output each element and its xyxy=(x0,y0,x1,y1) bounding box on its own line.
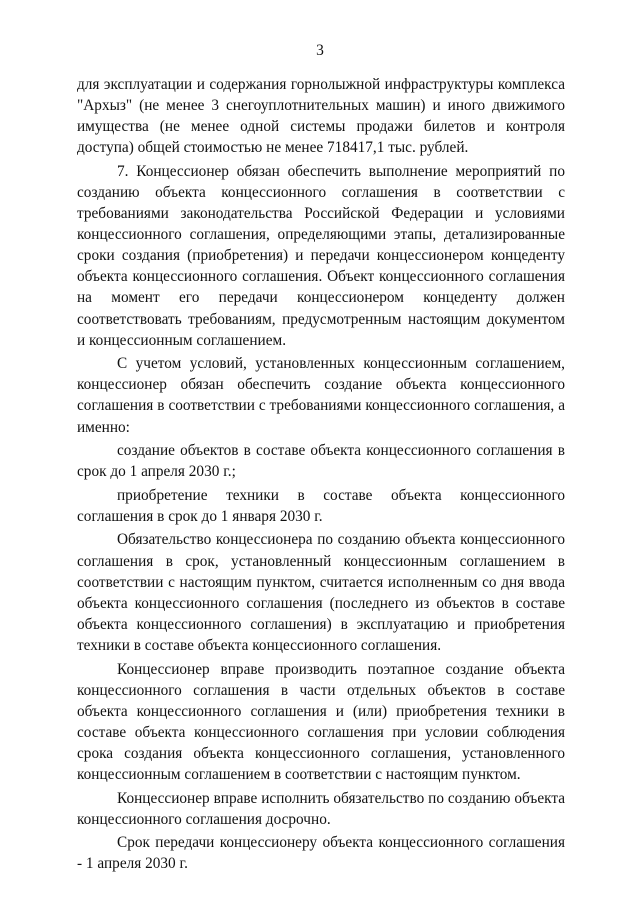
paragraph-conditions: С учетом условий, установленных концессионным соглашением, концессионер обязан обеспечить создание объекта концессионного соглашения в соответствии с требованиями концессионного соглашения, а именно: xyxy=(77,355,565,436)
document-body xyxy=(77,74,565,877)
paragraph-obligation-fulfilled: Обязательство концессионера по созданию объекта концессионного соглашения в срок, установленный концессионным соглашением в соответствии с настоящим пунктом, считается исполненным со дня ввода объекта концессионного соглашения (последнего из объектов в составе объекта концессионного соглашения) в эксплуатацию и приобретения техники в составе объекта концессионного соглашения. xyxy=(77,531,565,654)
paragraph-creation-deadline: создание объектов в составе объекта концессионного соглашения в срок до 1 апреля 2030 г.; xyxy=(77,442,565,481)
paragraph-staged-creation: Концессионер вправе производить поэтапное создание объекта концессионного соглашения в части отдельных объектов в составе объекта концессионного соглашения и (или) приобретения техники в составе объекта концессионного соглашения при условии соблюдения срока создания объекта концессионного соглашения, установленного концессионным соглашением в соответствии с настоящим пунктом. xyxy=(77,660,565,783)
page-number: 3 xyxy=(316,42,324,59)
paragraph-early-fulfillment: Концессионер вправе исполнить обязательство по созданию объекта концессионного соглашения досрочно. xyxy=(77,789,565,828)
paragraph-item-7: 7. Концессионер обязан обеспечить выполнение мероприятий по созданию объекта концессионного соглашения в соответствии с требованиями законодательства Российской Федерации и условиями концессионного соглашения, определяющими этапы, детализированные сроки создания (приобретения) и передачи концессионером концеденту объекта концессионного соглашения. Объект концессионного соглашения на момент его передачи концессионером концеденту должен соответствовать требованиям, предусмотренным настоящим документом и концессионным соглашением. xyxy=(77,162,565,349)
paragraph-continuation: для эксплуатации и содержания горнолыжной инфраструктуры комплекса "Архыз" (не менее 3 снегоуплотнительных машин) и иного движимого имущества (не менее одной системы продажи билетов и контроля доступа) общей стоимостью не менее 718417,1 тыс. рублей. xyxy=(77,76,565,157)
paragraph-transfer-deadline: Срок передачи концессионеру объекта концессионного соглашения - 1 апреля 2030 г. xyxy=(77,834,565,873)
paragraph-equipment-deadline: приобретение техники в составе объекта концессионного соглашения в срок до 1 января 2030 г. xyxy=(77,486,565,525)
